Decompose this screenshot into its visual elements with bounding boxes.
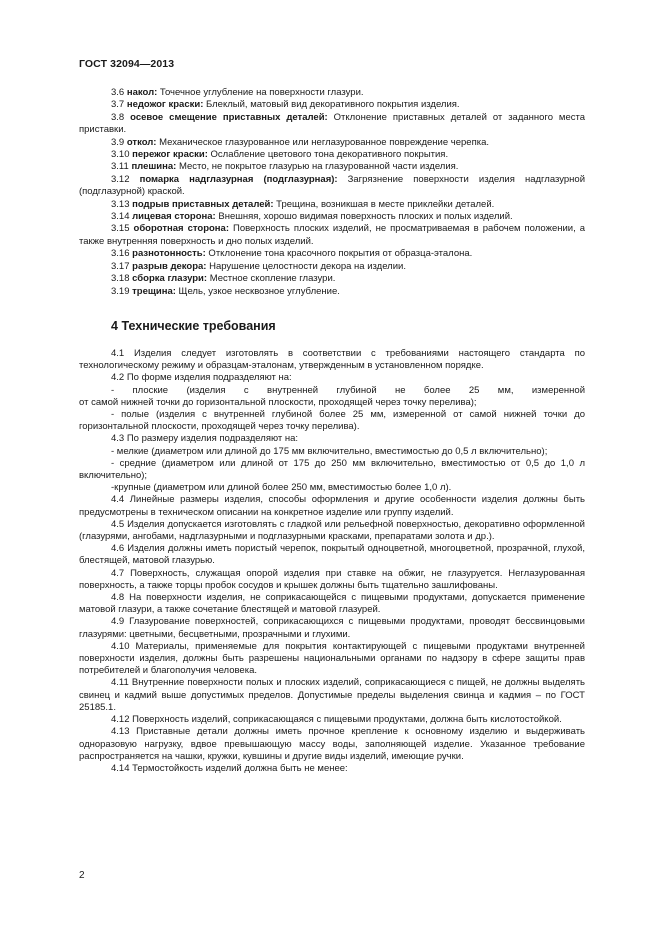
- paragraph: 4.3 По размеру изделия подразделяют на:: [111, 433, 299, 445]
- paragraph: 4.10 Материалы, применяемые для покрытия контактирующей с пищевыми продуктами внутренней поверхности изделия, должны быть разрешены национальными органами по надзору в сфере защиты прав потребителей и благополучия человека.: [79, 640, 585, 677]
- paragraph: 4.13 Приставные детали должны иметь прочное крепление к основному изделию и выдерживать одноразовую нагрузку, вдвое превышающую массу воды, заполняющей изделие. Указанное требование распространяется на чашки, кружки, кувшины и другие виды изделий, имеющие ручки.: [79, 726, 585, 762]
- paragraph: 4.8 На поверхности изделия, не соприкасающейся с пищевыми продуктами, допускается применение матовой глазури, а также сочетание блестящей и матовой глазурей.: [79, 592, 585, 616]
- paragraph: 4.4 Линейные размеры изделия, способы оформления и другие особенности изделия должны быть предусмотрены в техническом описании на конкретное изделие или группу изделий.: [79, 494, 585, 518]
- paragraph: 4.5 Изделия допускается изготовлять с гладкой или рельефной поверхностью, декоративно оформленной (глазурями, ангобами, надглазурными и подглазурными красками, препаратами золота и др.).: [79, 518, 585, 543]
- paragraph: 4.6 Изделия должны иметь пористый черепок, покрытый одноцветной, многоцветной, прозрачной, глухой, блестящей, матовой глазурью.: [79, 543, 585, 567]
- paragraph: - средние (диаметром или длиной от 175 до 250 мм включительно, вместимостью от 0,5 до 1,0 л включительно);: [79, 457, 585, 482]
- definition-item: 3.13 подрыв приставных деталей: Трещина, возникшая в месте приклейки деталей.: [111, 198, 495, 210]
- paragraph: 4.11 Внутренние поверхности полых и плоских изделий, соприкасающиеся с пищей, не должны выделять свинец и кадмий выше допустимых пределов. Допустимые пределы выделения свинца и кадмия – по ГОСТ 25185.1.: [79, 677, 585, 713]
- definition-item: 3.9 откол: Механическое глазурованное или неглазурованное повреждение черепка.: [111, 136, 490, 148]
- page-header: ГОСТ 32094—2013: [79, 58, 175, 70]
- definition-item: 3.17 разрыв декора: Нарушение целостности декора на изделии.: [111, 260, 406, 272]
- paragraph: 4.7 Поверхность, служащая опорой изделия при ставке на обжиг, не глазуруется. Неглазурованная поверхность, а также торцы пробок сосудов и крышек должны быть тщательно зашлифованы.: [79, 567, 585, 591]
- definition-item: 3.15 оборотная сторона: Поверхность плоских изделий, не просматриваемая в рабочем положении, а также внутренняя поверхность и дно полых изделий.: [79, 223, 586, 247]
- definition-item: 3.8 осевое смещение приставных деталей: Отклонение приставных деталей от заданного места приставки.: [79, 111, 586, 136]
- definition-item: 3.6 накол: Точечное углубление на поверхности глазури.: [111, 87, 364, 98]
- paragraph: - полые (изделия с внутренней глубиной более 25 мм, измеренной от самой нижней точки до горизонтальной плоскости, проходящей через точку перелива).: [79, 409, 585, 433]
- paragraph: -крупные (диаметром или длиной более 250 мм, вместимостью более 1,0 л).: [111, 482, 452, 494]
- paragraph: 4.9 Глазурование поверхностей, соприкасающихся с пищевыми продуктами, проводят бессвинцовыми глазурями: цветными, бесцветными, прозрачными и глухими.: [79, 616, 585, 640]
- definition-item: 3.11 плешина: Место, не покрытое глазурью на глазурованной части изделия.: [111, 161, 459, 173]
- definition-item: 3.14 лицевая сторона: Внешняя, хорошо видимая поверхность плоских и полых изделий.: [111, 211, 513, 223]
- definition-item: 3.18 сборка глазури: Местное скопление глазури.: [111, 273, 336, 285]
- paragraph: 4.2 По форме изделия подразделяют на:: [111, 372, 292, 384]
- paragraph: - плоские (изделия с внутренней глубиной не более 25 мм, измеренной: [111, 384, 585, 396]
- paragraph: - мелкие (диаметром или длиной до 175 мм включительно, вместимостью до 0,5 л включительно);: [111, 445, 548, 457]
- definition-item: 3.19 трещина: Щель, узкое несквозное углубление.: [111, 285, 340, 297]
- section-heading: 4 Технические требования: [111, 319, 276, 333]
- section-body: [79, 348, 585, 775]
- definition-item: 3.10 пережог краски: Ослабление цветового тона декоративного покрытия.: [111, 149, 449, 161]
- paragraph: от самой нижней точки до горизонтальной плоскости, проходящей через точку перелива);: [79, 396, 477, 408]
- paragraph: 4.1 Изделия следует изготовлять в соответствии с требованиями настоящего стандарта по технологическому режиму и образцам-эталонам, утвержденным в установленном порядке.: [79, 348, 585, 372]
- paragraph: 4.14 Термостойкость изделий должна быть не менее:: [111, 762, 348, 774]
- page-number: 2: [79, 870, 85, 881]
- definition-item: 3.7 недожог краски: Блеклый, матовый вид декоративного покрытия изделия.: [111, 99, 460, 111]
- definition-item: 3.16 разнотонность: Отклонение тона красочного покрытия от образца-эталона.: [111, 248, 473, 260]
- definitions-list: [79, 87, 585, 298]
- definition-item: 3.12 помарка надглазурная (подглазурная): Загрязнение поверхности изделия надглазурной (подглазурной) краской.: [79, 173, 586, 198]
- paragraph: 4.12 Поверхность изделий, соприкасающаяся с пищевыми продуктами, должна быть кислотостойкой.: [111, 714, 562, 726]
